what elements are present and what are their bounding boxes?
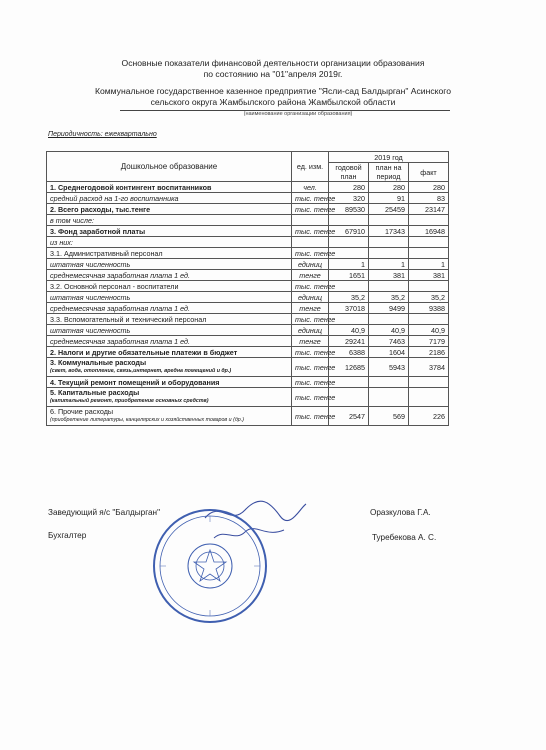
row-fact [409,237,449,248]
row-label [47,407,292,426]
row-period: 17343 [369,226,409,237]
row-period: 40,9 [369,325,409,336]
row-annual: 2547 [329,407,369,426]
row-label-sub: (капитальный ремонт, приобретение основных средств) [50,398,209,404]
row-label [47,314,292,325]
row-label [47,336,292,347]
row-label-text: среднемесячная заработная плата 1 ед. [50,336,190,346]
row-label-text: 3. Фонд заработной платы [50,226,146,236]
row-period [369,237,409,248]
row-label-text: 2. Налоги и другие обязательные платежи в бюджет [50,347,238,357]
row-label-text: 3.3. Вспомогательный и технический персонал [50,314,207,324]
org-line-2: сельского округа Жамбылского района Жамбылской области [150,97,396,107]
row-annual: 37018 [329,303,369,314]
org-line-1: Коммунальное государственное казенное предприятие "Ясли-сад Балдырган" Асинского [94,86,451,96]
row-fact: 7179 [409,336,449,347]
table-row [47,303,449,314]
row-label [47,347,292,358]
periodicity: Периодичность: ежеквартально [48,131,157,138]
row-unit: чел. [292,182,329,193]
row-unit [292,215,329,226]
row-annual: 40,9 [329,325,369,336]
row-annual: 29241 [329,336,369,347]
table-row [47,226,449,237]
row-unit: тыс. тенге [292,226,329,237]
organization-seal [150,506,270,626]
row-label [47,358,292,377]
row-label [47,281,292,292]
table-row [47,292,449,303]
row-period [369,248,409,259]
row-label-text: 4. Текущий ремонт помещений и оборудования [50,377,220,387]
row-label [47,270,292,281]
title-line-1: Основные показатели финансовой деятельности организации образования [121,58,425,68]
row-period: 9499 [369,303,409,314]
col-head-period: план на период [369,163,409,182]
row-label-text: среднемесячная заработная плата 1 ед. [50,303,190,313]
row-unit: единиц [292,325,329,336]
row-period: 1 [369,259,409,270]
row-label-text: 6. Прочие расходы [50,407,114,416]
row-label [47,204,292,215]
row-label [47,215,292,226]
table-row [47,182,449,193]
row-period [369,314,409,325]
row-label [47,237,292,248]
row-unit: тыс. тенге [292,281,329,292]
row-unit: тыс. тенге [292,314,329,325]
row-fact: 23147 [409,204,449,215]
table-row [47,358,449,377]
row-fact: 40,9 [409,325,449,336]
row-label [47,182,292,193]
row-label-text: среднемесячная заработная плата 1 ед. [50,270,190,280]
table-row [47,204,449,215]
row-annual: 1 [329,259,369,270]
row-fact: 2186 [409,347,449,358]
row-fact: 3784 [409,358,449,377]
row-label [47,303,292,314]
row-label [47,388,292,407]
row-annual: 1651 [329,270,369,281]
row-unit: тыс. тенге [292,388,329,407]
row-fact [409,388,449,407]
row-fact: 280 [409,182,449,193]
row-unit: тенге [292,270,329,281]
row-fact: 35,2 [409,292,449,303]
row-unit: тыс. тенге [292,193,329,204]
row-period: 569 [369,407,409,426]
table-row [47,237,449,248]
row-unit: единиц [292,259,329,270]
row-fact [409,215,449,226]
org-note: (наименование организации образования) [243,111,353,117]
col-head-year: 2019 год [329,152,449,163]
row-period [369,377,409,388]
table-row [47,270,449,281]
row-period: 381 [369,270,409,281]
table-row [47,407,449,426]
row-annual: 280 [329,182,369,193]
col-head-fact: факт [409,163,449,182]
table-row [47,193,449,204]
table-row [47,259,449,270]
row-annual: 12685 [329,358,369,377]
row-label-sub: (свет, вода, отопление, связь,интернет, вредна помещений и др.) [50,368,232,374]
row-label [47,377,292,388]
row-label-text: 3.2. Основной персонал - воспитатели [50,281,179,291]
table-row [47,347,449,358]
row-label-text: 2. Всего расходы, тыс.тенге [50,204,151,214]
row-label [47,193,292,204]
table-row [47,314,449,325]
row-unit: тенге [292,303,329,314]
row-label-text: 3. Коммунальные расходы [50,358,147,367]
row-fact [409,314,449,325]
table-row [47,377,449,388]
row-period [369,281,409,292]
row-period: 25459 [369,204,409,215]
table-row [47,248,449,259]
row-period: 5943 [369,358,409,377]
row-unit: тыс. тенге [292,347,329,358]
row-unit: единиц [292,292,329,303]
col-head-unit: ед. изм. [292,152,329,182]
col-head-annual: годовой план [329,163,369,182]
row-label-text: из них: [50,237,73,247]
col-head-name: Дошкольное образование [47,152,292,182]
row-fact: 1 [409,259,449,270]
row-annual: 320 [329,193,369,204]
row-label-text: 5. Капитальные расходы [50,388,140,397]
row-label [47,259,292,270]
row-period: 7463 [369,336,409,347]
row-label-text: штатная численность [50,292,131,302]
row-label-text: 3.1. Административный персонал [50,248,163,258]
row-unit: тенге [292,336,329,347]
row-label-text: средний расход на 1-го воспитанника [50,193,179,203]
row-unit [292,237,329,248]
row-label-text: штатная численность [50,259,131,269]
table-row [47,215,449,226]
row-fact: 9388 [409,303,449,314]
row-annual: 6388 [329,347,369,358]
table-row [47,325,449,336]
row-label-sub: (приобретение литературы, канцелярских и хозяйственных товаров и (др.) [50,417,244,423]
table-row [47,281,449,292]
row-label [47,292,292,303]
financial-table [46,151,449,426]
row-label [47,226,292,237]
row-unit: тыс. тенге [292,204,329,215]
row-annual [329,215,369,226]
row-fact [409,248,449,259]
row-fact: 226 [409,407,449,426]
row-unit: тыс. тенге [292,248,329,259]
report-title [0,58,546,80]
row-unit: тыс. тенге [292,358,329,377]
row-annual: 35,2 [329,292,369,303]
accountant-role: Бухгалтер [48,531,87,540]
row-annual: 67910 [329,226,369,237]
row-unit: тыс. тенге [292,407,329,426]
row-fact [409,281,449,292]
accountant-name: Туребекова А. С. [372,533,437,542]
row-label [47,325,292,336]
row-annual [329,237,369,248]
row-label-text: 1. Среднегодовой контингент воспитанников [50,182,212,192]
head-name: Оразкулова Г.А. [370,508,431,517]
row-label-text: в том числе: [50,215,94,225]
row-period: 1604 [369,347,409,358]
organization-name [0,86,546,108]
row-unit: тыс. тенге [292,377,329,388]
row-label [47,248,292,259]
row-period [369,388,409,407]
title-line-2: по состоянию на "01"апреля 2019г. [203,69,343,79]
row-fact [409,377,449,388]
row-annual: 89530 [329,204,369,215]
row-label-text: штатная численность [50,325,131,335]
table-body [47,182,449,426]
row-period [369,215,409,226]
head-role: Заведующий я/с "Балдырган" [48,508,160,517]
row-fact: 16948 [409,226,449,237]
row-period: 91 [369,193,409,204]
row-fact: 83 [409,193,449,204]
row-period: 280 [369,182,409,193]
row-period: 35,2 [369,292,409,303]
table-row [47,388,449,407]
row-fact: 381 [409,270,449,281]
table-row [47,336,449,347]
